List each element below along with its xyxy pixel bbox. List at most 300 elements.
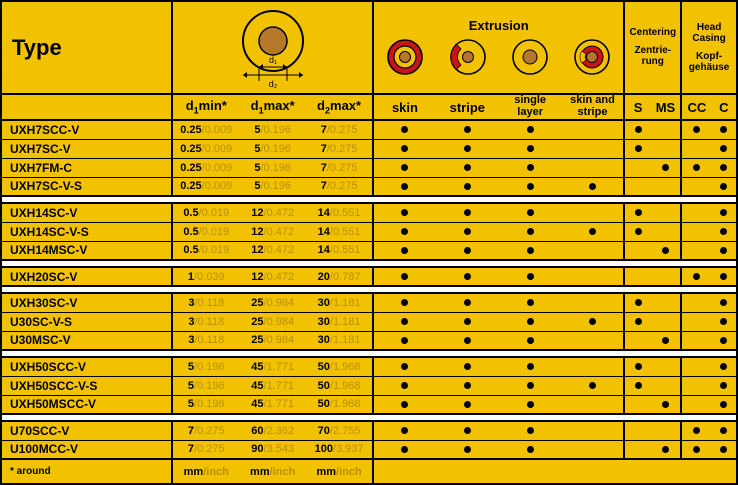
- dot-icon: [662, 164, 669, 171]
- dot-icon: [401, 446, 408, 453]
- c-mark: [712, 421, 736, 440]
- table-row[interactable]: [2, 177, 736, 196]
- table-row[interactable]: [2, 203, 736, 222]
- dot-icon: [720, 318, 727, 325]
- dot-icon: [527, 363, 534, 370]
- single-layer-mark: [499, 139, 562, 158]
- centering-title: Centering: [629, 27, 677, 39]
- cc-mark: [681, 139, 711, 158]
- s-mark: [624, 177, 650, 196]
- skin-and-stripe-mark: [562, 203, 625, 222]
- group-separator: [2, 260, 736, 267]
- single-layer-icon: [510, 37, 550, 77]
- row-type-label: U30MSC-V: [10, 333, 71, 348]
- dot-icon: [401, 247, 408, 254]
- cc-mark: [681, 120, 711, 139]
- stripe-mark: [436, 203, 499, 222]
- dot-icon: [401, 363, 408, 370]
- table-row[interactable]: [2, 357, 736, 376]
- ms-mark: [651, 395, 681, 414]
- s-mark: [624, 357, 650, 376]
- c-mark: [712, 120, 736, 139]
- table-row[interactable]: [2, 158, 736, 177]
- d1max-header: $d_1\max*$: [250, 98, 295, 116]
- single-layer-mark: [499, 395, 562, 414]
- dimension-cell: 0.5/0.019: [172, 222, 239, 241]
- dimension-cell: 45/1.771: [251, 379, 295, 392]
- head-casing-title-2: Casing: [692, 33, 726, 44]
- s-mark: [624, 440, 650, 459]
- dimension-cell: 14/0.551: [317, 225, 361, 238]
- s-mark: [624, 222, 650, 241]
- dimension-cell: 3/0.118: [172, 331, 239, 350]
- c-header: C: [719, 99, 729, 115]
- s-mark: [624, 376, 650, 395]
- dot-icon: [464, 318, 471, 325]
- dimension-cell: 5/0.196: [254, 142, 292, 155]
- table-row[interactable]: [2, 222, 736, 241]
- dimension-cell: 45/1.771: [251, 360, 295, 373]
- s-mark: [624, 331, 650, 350]
- dot-icon: [527, 299, 534, 306]
- table-row[interactable]: [2, 312, 736, 331]
- dot-icon: [720, 446, 727, 453]
- unit-label: mm/inch: [250, 465, 296, 478]
- single-layer-header: [499, 94, 562, 120]
- dot-icon: [693, 164, 700, 171]
- dot-icon: [527, 273, 534, 280]
- dot-icon: [527, 446, 534, 453]
- skin-mark: [373, 331, 436, 350]
- row-type-label: U100MCC-V: [10, 442, 79, 457]
- s-mark: [624, 395, 650, 414]
- dot-icon: [720, 273, 727, 280]
- dot-icon: [589, 318, 596, 325]
- dot-icon: [527, 145, 534, 152]
- s-header: S: [624, 94, 650, 120]
- skin-and-stripe-mark: [562, 421, 625, 440]
- dot-icon: [401, 228, 408, 235]
- dot-icon: [635, 363, 642, 370]
- dimension-cell: 50/1.968: [317, 379, 361, 392]
- dimension-cell: 5/0.196: [254, 161, 292, 174]
- single-layer-header-l2: layer: [517, 106, 543, 118]
- skin-and-stripe-mark: [562, 241, 625, 260]
- single-layer-mark: [499, 177, 562, 196]
- skin-mark: [373, 120, 436, 139]
- c-mark: [712, 139, 736, 158]
- skin-and-stripe-mark: [562, 357, 625, 376]
- dot-icon: [635, 382, 642, 389]
- skin-mark: [373, 312, 436, 331]
- row-type-label: UXH30SC-V: [10, 295, 78, 310]
- table-row[interactable]: [2, 267, 736, 286]
- cc-mark: [681, 203, 711, 222]
- cc-mark: [681, 440, 711, 459]
- dot-icon: [635, 126, 642, 133]
- skin-and-stripe-mark: [562, 139, 625, 158]
- stripe-mark: [436, 312, 499, 331]
- dot-icon: [464, 164, 471, 171]
- ms-mark: [651, 312, 681, 331]
- single-layer-mark: [499, 376, 562, 395]
- dot-icon: [464, 427, 471, 434]
- dimension-cell: 3/0.118: [172, 312, 239, 331]
- table-row[interactable]: [2, 440, 736, 459]
- table-row[interactable]: [2, 421, 736, 440]
- cc-mark: [681, 158, 711, 177]
- dot-icon: [464, 273, 471, 280]
- row-type-label: UXH7FM-C: [10, 160, 72, 175]
- cc-mark: [681, 331, 711, 350]
- dimension-cell: 70/2.755: [317, 424, 361, 437]
- dot-icon: [720, 183, 727, 190]
- dot-icon: [720, 145, 727, 152]
- skin-mark: [373, 357, 436, 376]
- c-mark: [712, 357, 736, 376]
- s-mark: [624, 158, 650, 177]
- unit-label: mm/inch: [316, 465, 362, 478]
- d1min-header: $d_1\min*$: [172, 94, 239, 120]
- stripe-mark: [436, 440, 499, 459]
- ms-mark: [651, 222, 681, 241]
- dot-icon: [589, 228, 596, 235]
- skin-and-stripe-mark: [562, 293, 625, 312]
- c-mark: [712, 312, 736, 331]
- group-separator: [2, 414, 736, 421]
- table-row[interactable]: [2, 139, 736, 158]
- c-mark: [712, 267, 736, 286]
- skin-mark: [373, 293, 436, 312]
- c-mark: [712, 222, 736, 241]
- ms-mark: [651, 357, 681, 376]
- centering-de-text: Zentrie-rung: [634, 44, 672, 68]
- s-mark: [624, 267, 650, 286]
- dimension-cell: 3/0.118: [172, 293, 239, 312]
- skin-icon: [385, 37, 425, 77]
- single-layer-header-l1: single: [514, 94, 547, 107]
- skin-and-stripe-mark: [562, 312, 625, 331]
- dot-icon: [464, 183, 471, 190]
- ms-mark: [651, 421, 681, 440]
- skin-mark: [373, 222, 436, 241]
- dot-icon: [720, 337, 727, 344]
- dimension-cell: 30/1.181: [317, 334, 361, 347]
- cc-mark: [681, 421, 711, 440]
- ms-mark: [651, 120, 681, 139]
- dot-icon: [693, 446, 700, 453]
- skin-mark: [373, 158, 436, 177]
- dimension-cell: 5/0.196: [172, 357, 239, 376]
- dot-icon: [589, 382, 596, 389]
- header-row: [2, 2, 736, 94]
- dot-icon: [464, 209, 471, 216]
- dot-icon: [635, 145, 642, 152]
- group-separator-cell: [2, 260, 736, 267]
- table-row[interactable]: [2, 376, 736, 395]
- table-row[interactable]: [2, 241, 736, 260]
- dimension-cell: 14/0.551: [317, 206, 361, 219]
- dimension-cell: 5/0.196: [172, 395, 239, 414]
- ms-mark: [651, 293, 681, 312]
- dimension-cell: 0.25/0.009: [172, 177, 239, 196]
- row-type-label: UXH14SC-V: [10, 205, 78, 220]
- row-type-label: UXH7SC-V-S: [10, 179, 83, 194]
- stripe-mark: [436, 177, 499, 196]
- single-layer-mark: [499, 120, 562, 139]
- dot-icon: [464, 446, 471, 453]
- centering-title-de: [625, 45, 680, 68]
- single-layer-mark: [499, 331, 562, 350]
- row-type-label: UXH14MSC-V: [10, 243, 88, 258]
- cc-mark: [681, 222, 711, 241]
- dot-icon: [464, 337, 471, 344]
- s-mark: [624, 421, 650, 440]
- dot-icon: [401, 164, 408, 171]
- dot-icon: [527, 183, 534, 190]
- skin-and-stripe-mark: [562, 177, 625, 196]
- row-type-label: U30SC-V-S: [10, 314, 73, 329]
- cc-mark: [681, 177, 711, 196]
- stripe-mark: [436, 222, 499, 241]
- dimension-cell: 30/1.181: [317, 296, 361, 309]
- single-layer-mark: [499, 357, 562, 376]
- dimension-cell: 45/1.771: [251, 398, 295, 411]
- dimension-cell: 14/0.551: [317, 244, 361, 257]
- dot-icon: [401, 337, 408, 344]
- dot-icon: [401, 427, 408, 434]
- ms-mark: [651, 158, 681, 177]
- dimension-cell: 0.5/0.019: [172, 241, 239, 260]
- dot-icon: [589, 183, 596, 190]
- single-layer-mark: [499, 293, 562, 312]
- skin-and-stripe-mark: [562, 158, 625, 177]
- dot-icon: [527, 318, 534, 325]
- c-mark: [712, 331, 736, 350]
- dot-icon: [720, 164, 727, 171]
- dot-icon: [693, 126, 700, 133]
- skin-mark: [373, 267, 436, 286]
- ms-mark: [651, 440, 681, 459]
- dimension-cell: 0.25/0.009: [172, 139, 239, 158]
- table-row[interactable]: [2, 293, 736, 312]
- dimension-cell: 60/2.362: [251, 424, 295, 437]
- dimension-cell: 0.25/0.009: [172, 120, 239, 139]
- dimension-cell: 25/0.984: [251, 334, 295, 347]
- dot-icon: [401, 382, 408, 389]
- single-layer-mark: [499, 158, 562, 177]
- cc-mark: [681, 395, 711, 414]
- dot-icon: [464, 145, 471, 152]
- dot-icon: [720, 126, 727, 133]
- cc-mark: [681, 357, 711, 376]
- dimension-cell: 90/3.543: [251, 443, 295, 456]
- skin-and-stripe-header-l2: stripe: [577, 106, 608, 118]
- dot-icon: [720, 427, 727, 434]
- skin-and-stripe-header-l1: skin and: [570, 94, 615, 107]
- cable-cross-section-icon-cell: [172, 2, 373, 94]
- cc-mark: [681, 241, 711, 260]
- dot-icon: [527, 247, 534, 254]
- skin-mark: [373, 421, 436, 440]
- dot-icon: [635, 228, 642, 235]
- dot-icon: [720, 363, 727, 370]
- s-mark: [624, 120, 650, 139]
- skin-mark: [373, 376, 436, 395]
- ms-mark: [651, 331, 681, 350]
- d2max-header: $d_2\max*$: [317, 98, 362, 116]
- dot-icon: [464, 382, 471, 389]
- c-mark: [712, 293, 736, 312]
- c-mark: [712, 395, 736, 414]
- skin-mark: [373, 139, 436, 158]
- stripe-mark: [436, 158, 499, 177]
- dimension-cell: 12/0.472: [251, 270, 295, 283]
- dot-icon: [464, 401, 471, 408]
- single-layer-mark: [499, 312, 562, 331]
- stripe-mark: [436, 421, 499, 440]
- dimension-cell: 20/0.787: [317, 270, 361, 283]
- stripe-mark: [436, 139, 499, 158]
- ms-mark: [651, 241, 681, 260]
- dot-icon: [527, 126, 534, 133]
- dot-icon: [693, 427, 700, 434]
- c-mark: [712, 241, 736, 260]
- cable-cross-section-icon: [217, 5, 329, 91]
- dimension-cell: 50/1.968: [317, 398, 361, 411]
- cc-mark: [681, 267, 711, 286]
- dot-icon: [527, 401, 534, 408]
- dot-icon: [527, 164, 534, 171]
- group-separator-cell: [2, 350, 736, 357]
- skin-mark: [373, 440, 436, 459]
- stripe-mark: [436, 293, 499, 312]
- dot-icon: [401, 209, 408, 216]
- s-mark: [624, 312, 650, 331]
- skin-and-stripe-mark: [562, 395, 625, 414]
- skin-and-stripe-mark: [562, 120, 625, 139]
- dimension-cell: 5/0.196: [172, 376, 239, 395]
- head-casing-title-1: Head: [696, 21, 722, 33]
- group-separator: [2, 196, 736, 203]
- footer-row: [2, 459, 736, 483]
- skin-and-stripe-mark: [562, 376, 625, 395]
- footnote-label: * around: [10, 466, 51, 477]
- group-separator: [2, 286, 736, 293]
- dimension-cell: 7/0.275: [320, 123, 358, 136]
- dot-icon: [662, 446, 669, 453]
- ms-mark: [651, 267, 681, 286]
- s-mark: [624, 203, 650, 222]
- cable-diagram: [173, 2, 372, 93]
- dot-icon: [401, 126, 408, 133]
- row-type-label: UXH50MSCC-V: [10, 397, 97, 412]
- single-layer-mark: [499, 222, 562, 241]
- dimension-cell: 12/0.472: [251, 244, 295, 257]
- dimension-cell: 12/0.472: [251, 206, 295, 219]
- dot-icon: [464, 247, 471, 254]
- page-title: Type: [12, 34, 62, 60]
- skin-header: skin: [373, 94, 436, 120]
- dimension-cell: 30/1.181: [317, 315, 361, 328]
- skin-and-stripe-mark: [562, 331, 625, 350]
- single-layer-mark: [499, 421, 562, 440]
- spacer-cell: [2, 94, 172, 120]
- stripe-mark: [436, 241, 499, 260]
- table-row[interactable]: [2, 395, 736, 414]
- dot-icon: [693, 273, 700, 280]
- s-mark: [624, 293, 650, 312]
- dimension-cell: 5/0.196: [254, 123, 292, 136]
- dot-icon: [464, 228, 471, 235]
- subheader-row: [2, 94, 736, 120]
- c-mark: [712, 440, 736, 459]
- skin-and-stripe-header: [562, 94, 625, 120]
- dot-icon: [401, 273, 408, 280]
- cc-header: CC: [681, 94, 711, 120]
- dimension-cell: 0.5/0.019: [172, 203, 239, 222]
- dot-icon: [464, 363, 471, 370]
- single-layer-mark: [499, 440, 562, 459]
- d1-label: d₁: [268, 54, 277, 65]
- c-mark: [712, 203, 736, 222]
- footer-empty-cell: [373, 459, 736, 483]
- cc-mark: [681, 293, 711, 312]
- stripe-mark: [436, 120, 499, 139]
- c-mark: [712, 177, 736, 196]
- head-casing-group-header: [681, 2, 736, 94]
- dot-icon: [401, 183, 408, 190]
- group-separator-cell: [2, 196, 736, 203]
- extrusion-group-title: Extrusion: [468, 18, 529, 33]
- ms-mark: [651, 139, 681, 158]
- single-layer-mark: [499, 241, 562, 260]
- s-mark: [624, 241, 650, 260]
- skin-and-stripe-mark: [562, 267, 625, 286]
- skin-mark: [373, 395, 436, 414]
- dot-icon: [401, 318, 408, 325]
- dimension-cell: 5/0.196: [254, 180, 292, 193]
- dot-icon: [464, 126, 471, 133]
- stripe-mark: [436, 395, 499, 414]
- skin-and-stripe-icon: [572, 37, 612, 77]
- table-row[interactable]: [2, 331, 736, 350]
- row-type-label: UXH50SCC-V-S: [10, 378, 98, 393]
- row-type-label: UXH14SC-V-S: [10, 224, 89, 239]
- dimension-cell: 100/3.937: [314, 443, 364, 456]
- dot-icon: [720, 382, 727, 389]
- dot-icon: [662, 337, 669, 344]
- extrusion-group-header: [373, 2, 624, 94]
- group-separator-cell: [2, 414, 736, 421]
- table-row[interactable]: [2, 120, 736, 139]
- dot-icon: [635, 318, 642, 325]
- dot-icon: [527, 337, 534, 344]
- dot-icon: [527, 228, 534, 235]
- dimension-cell: 12/0.472: [251, 225, 295, 238]
- dot-icon: [401, 145, 408, 152]
- stripe-mark: [436, 357, 499, 376]
- c-mark: [712, 158, 736, 177]
- data-table: [2, 2, 736, 483]
- dimension-cell: 50/1.968: [317, 360, 361, 373]
- skin-mark: [373, 177, 436, 196]
- row-type-label: UXH50SCC-V: [10, 359, 87, 374]
- dimension-cell: 1/0.039: [172, 267, 239, 286]
- unit-label: mm/inch: [172, 459, 239, 483]
- dot-icon: [635, 209, 642, 216]
- ms-mark: [651, 376, 681, 395]
